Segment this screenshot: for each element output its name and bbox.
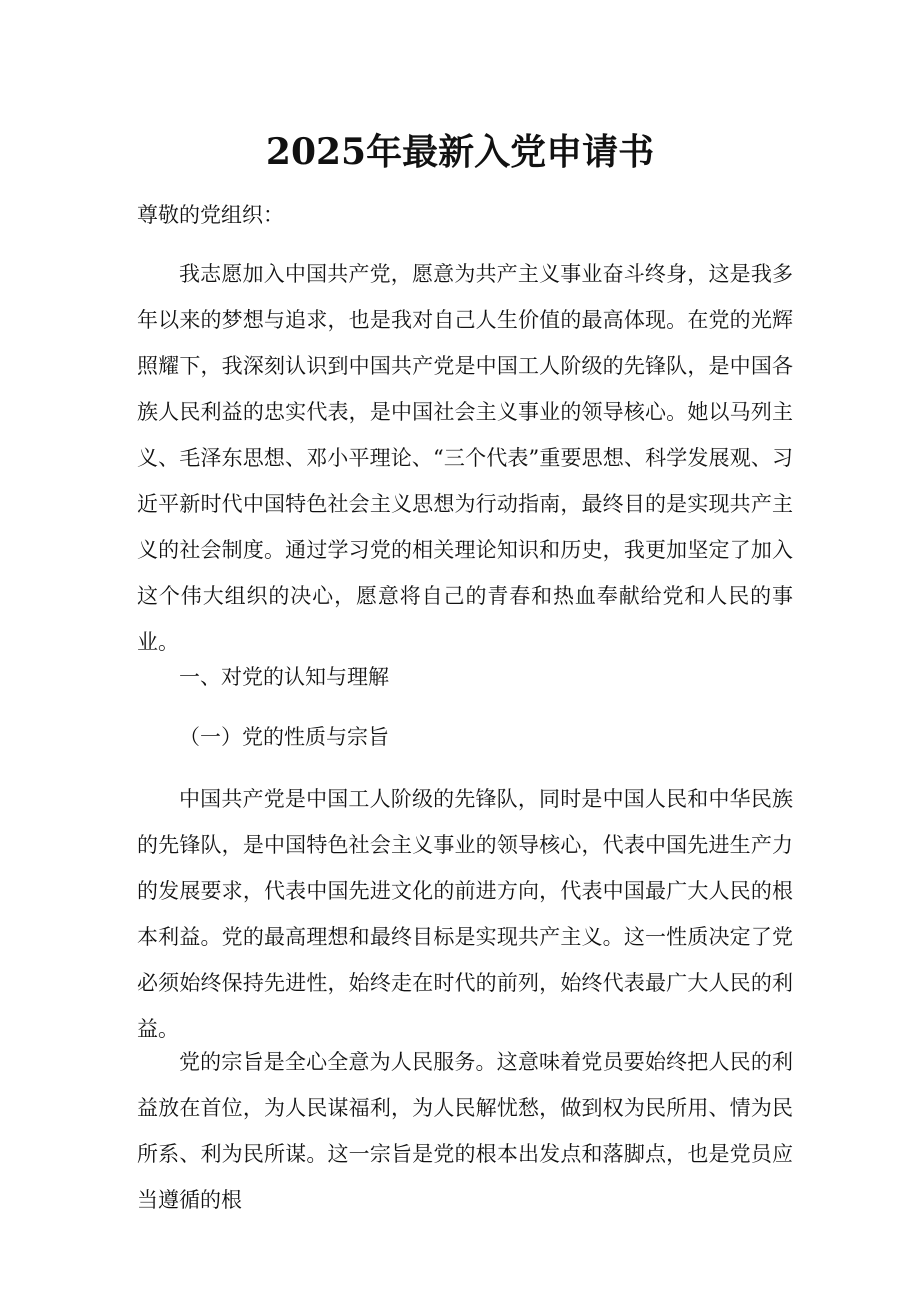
section-heading: 一、对党的认知与理解 bbox=[179, 665, 389, 689]
salutation: 尊敬的党组织： bbox=[137, 203, 284, 227]
paragraph-intro: 我志愿加入中国共产党，愿意为共产主义事业奋斗终身，这是我多年以来的梦想与追求，也是我对自己人生价值的最高体现。在党的光辉照耀下，我深刻认识到中国共产党是中国工人阶级的先锋队，是中国各族人民利益的忠实代表，是中国社会主义事业的领导核心。她以马列主义、毛泽东思想、邓小平理论、“三个代表”重要思想、科学发展观、习近平新时代中国特色社会主义思想为行动指南，最终目的是实现共产主义的社会制度。通过学习党的相关理论知识和历史，我更加坚定了加入这个伟大组织的决心，愿意将自己的青春和热血奉献给党和人民的事业。 bbox=[137, 262, 793, 654]
subsection-heading: （一）党的性质与宗旨 bbox=[179, 725, 389, 749]
paragraph-purpose: 党的宗旨是全心全意为人民服务。这意味着党员要始终把人民的利益放在首位，为人民谋福利，为人民解忧愁，做到权为民所用、情为民所系、利为民所谋。这一宗旨是党的根本出发点和落脚点，也是党员应当遵循的根 bbox=[137, 1050, 793, 1212]
paragraph-nature: 中国共产党是中国工人阶级的先锋队，同时是中国人民和中华民族的先锋队，是中国特色社会主义事业的领导核心，代表中国先进生产力的发展要求，代表中国先进文化的前进方向，代表中国最广大人民的根本利益。党的最高理想和最终目标是实现共产主义。这一性质决定了党必须始终保持先进性，始终走在时代的前列，始终代表最广大人民的利益。 bbox=[137, 787, 793, 1041]
document-title: 2025年最新入党申请书 bbox=[265, 131, 655, 173]
